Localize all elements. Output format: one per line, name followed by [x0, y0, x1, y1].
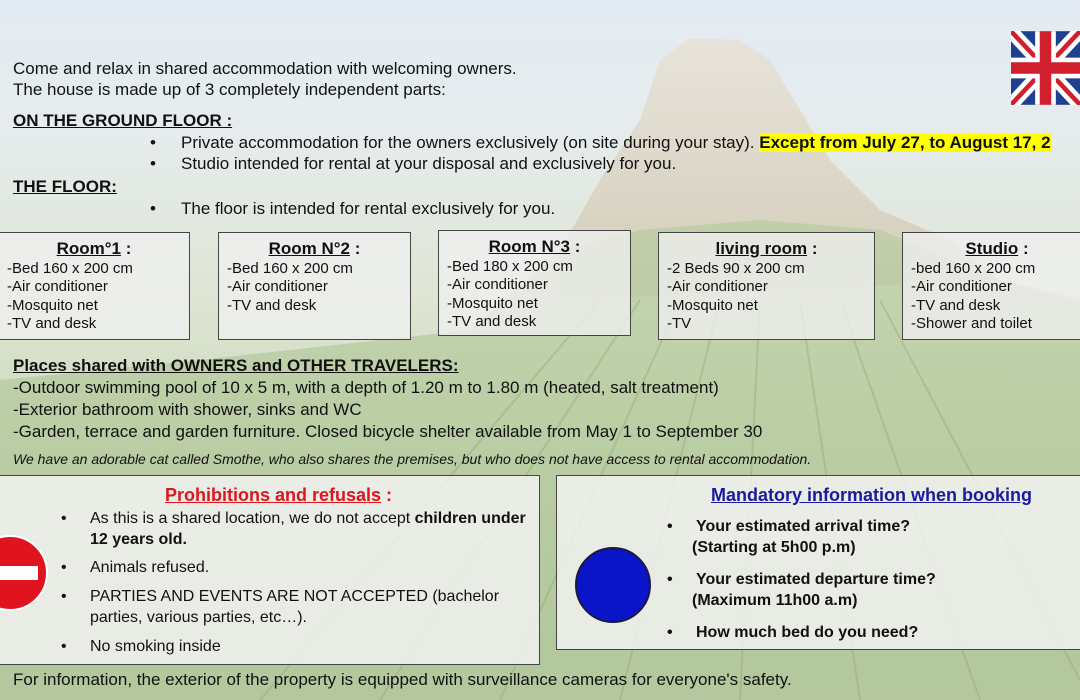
shared-places-line: -Outdoor swimming pool of 10 x 5 m, with a depth of 1.20 m to 1.80 m (heated, salt treatment) [13, 378, 719, 397]
intro-line-2: The house is made up of 3 completely independent parts: [13, 80, 446, 99]
floor-heading: THE FLOOR: [13, 177, 117, 196]
room-card-title: Room N°3 : [488, 237, 581, 256]
room-card-line: -Air conditioner [911, 278, 1012, 296]
ground-floor-bullet-1 [150, 132, 1051, 153]
blue-circle-icon [574, 546, 652, 624]
room-card-line: -TV and desk [911, 296, 1001, 314]
room-card-line: -TV and desk [447, 312, 537, 330]
prohibition-item-smoking: • No smoking inside [61, 636, 221, 657]
room-card-1 [0, 232, 190, 340]
room-card-4 [658, 232, 875, 340]
room-card-line: -Mosquito net [7, 296, 98, 314]
room-card-line: -bed 160 x 200 cm [911, 260, 1036, 277]
prohibition-item-children: • As this is a shared location, we do not accept children under 12 years old. [61, 508, 531, 550]
cat-note: We have an adorable cat called Smothe, who also shares the premises, but who does not have access to rental accommodation. [13, 451, 812, 467]
intro-text [13, 58, 517, 100]
shared-places-section [13, 355, 762, 443]
mandatory-info-title: Mandatory information when booking [711, 485, 1032, 505]
prohibitions-title: Prohibitions and refusals : [165, 485, 393, 505]
room-card-title: Room°1 : [56, 239, 132, 258]
room-card-line: -Bed 180 x 200 cm [447, 258, 573, 275]
room-card-2 [218, 232, 411, 340]
floor-list [150, 198, 555, 219]
no-entry-icon [0, 535, 48, 611]
ground-floor-bullet-1-text: Private accommodation for the owners exclusively (on site during your stay). [181, 133, 760, 152]
room-card-line: -Mosquito net [447, 294, 538, 312]
mandatory-item-beds: • How much bed do you need? [667, 622, 918, 643]
room-card-title: living room : [715, 239, 818, 258]
floor-bullet-1: • The floor is intended for rental exclusively for you. [150, 198, 555, 219]
ground-floor-bullet-2: • Studio intended for rental at your disposal and exclusively for you. [150, 153, 1051, 174]
ground-floor-heading: ON THE GROUND FLOOR : [13, 111, 233, 130]
mandatory-item-departure: • Your estimated departure time? (Maximum 11h00 a.m) [667, 569, 936, 611]
room-card-line: -TV and desk [7, 314, 97, 332]
room-card-line: -Air conditioner [227, 278, 328, 296]
prohibition-item-parties: • PARTIES AND EVENTS ARE NOT ACCEPTED (bachelor parties, various parties, etc…). [61, 586, 531, 628]
room-card-line: -Air conditioner [667, 278, 768, 296]
room-card-5 [902, 232, 1080, 340]
uk-flag-icon[interactable] [1011, 31, 1080, 105]
room-card-title: Room N°2 : [268, 239, 361, 258]
room-card-title: Studio : [965, 239, 1029, 258]
room-card-3 [438, 230, 631, 336]
owner-absence-highlight: Except from July 27, to August 17, 2 [759, 133, 1051, 152]
shared-places-line: -Garden, terrace and garden furniture. Closed bicycle shelter available from May 1 to September 30 [13, 422, 763, 441]
room-card-line: -Air conditioner [447, 276, 548, 294]
room-card-line: -Bed 160 x 200 cm [227, 260, 353, 277]
room-card-line: -TV [667, 314, 692, 332]
room-card-line: -Air conditioner [7, 278, 108, 296]
prohibition-item-animals: • Animals refused. [61, 557, 209, 578]
mandatory-item-arrival: • Your estimated arrival time? (Starting at 5h00 p.m) [667, 516, 910, 558]
room-card-line: -2 Beds 90 x 200 cm [667, 260, 805, 277]
shared-places-line: -Exterior bathroom with shower, sinks and WC [13, 400, 362, 419]
shared-places-title: Places shared with OWNERS and OTHER TRAVELERS: [13, 356, 459, 375]
room-card-line: -TV and desk [227, 296, 317, 314]
room-card-line: -Shower and toilet [911, 314, 1032, 332]
surveillance-footer: For information, the exterior of the property is equipped with surveillance cameras for everyone's safety. [13, 670, 792, 689]
room-card-line: -Mosquito net [667, 296, 758, 314]
prohibitions-panel [0, 475, 540, 665]
room-card-line: -Bed 160 x 200 cm [7, 260, 133, 277]
ground-floor-list [150, 132, 1051, 174]
intro-line-1: Come and relax in shared accommodation with welcoming owners. [13, 59, 517, 78]
